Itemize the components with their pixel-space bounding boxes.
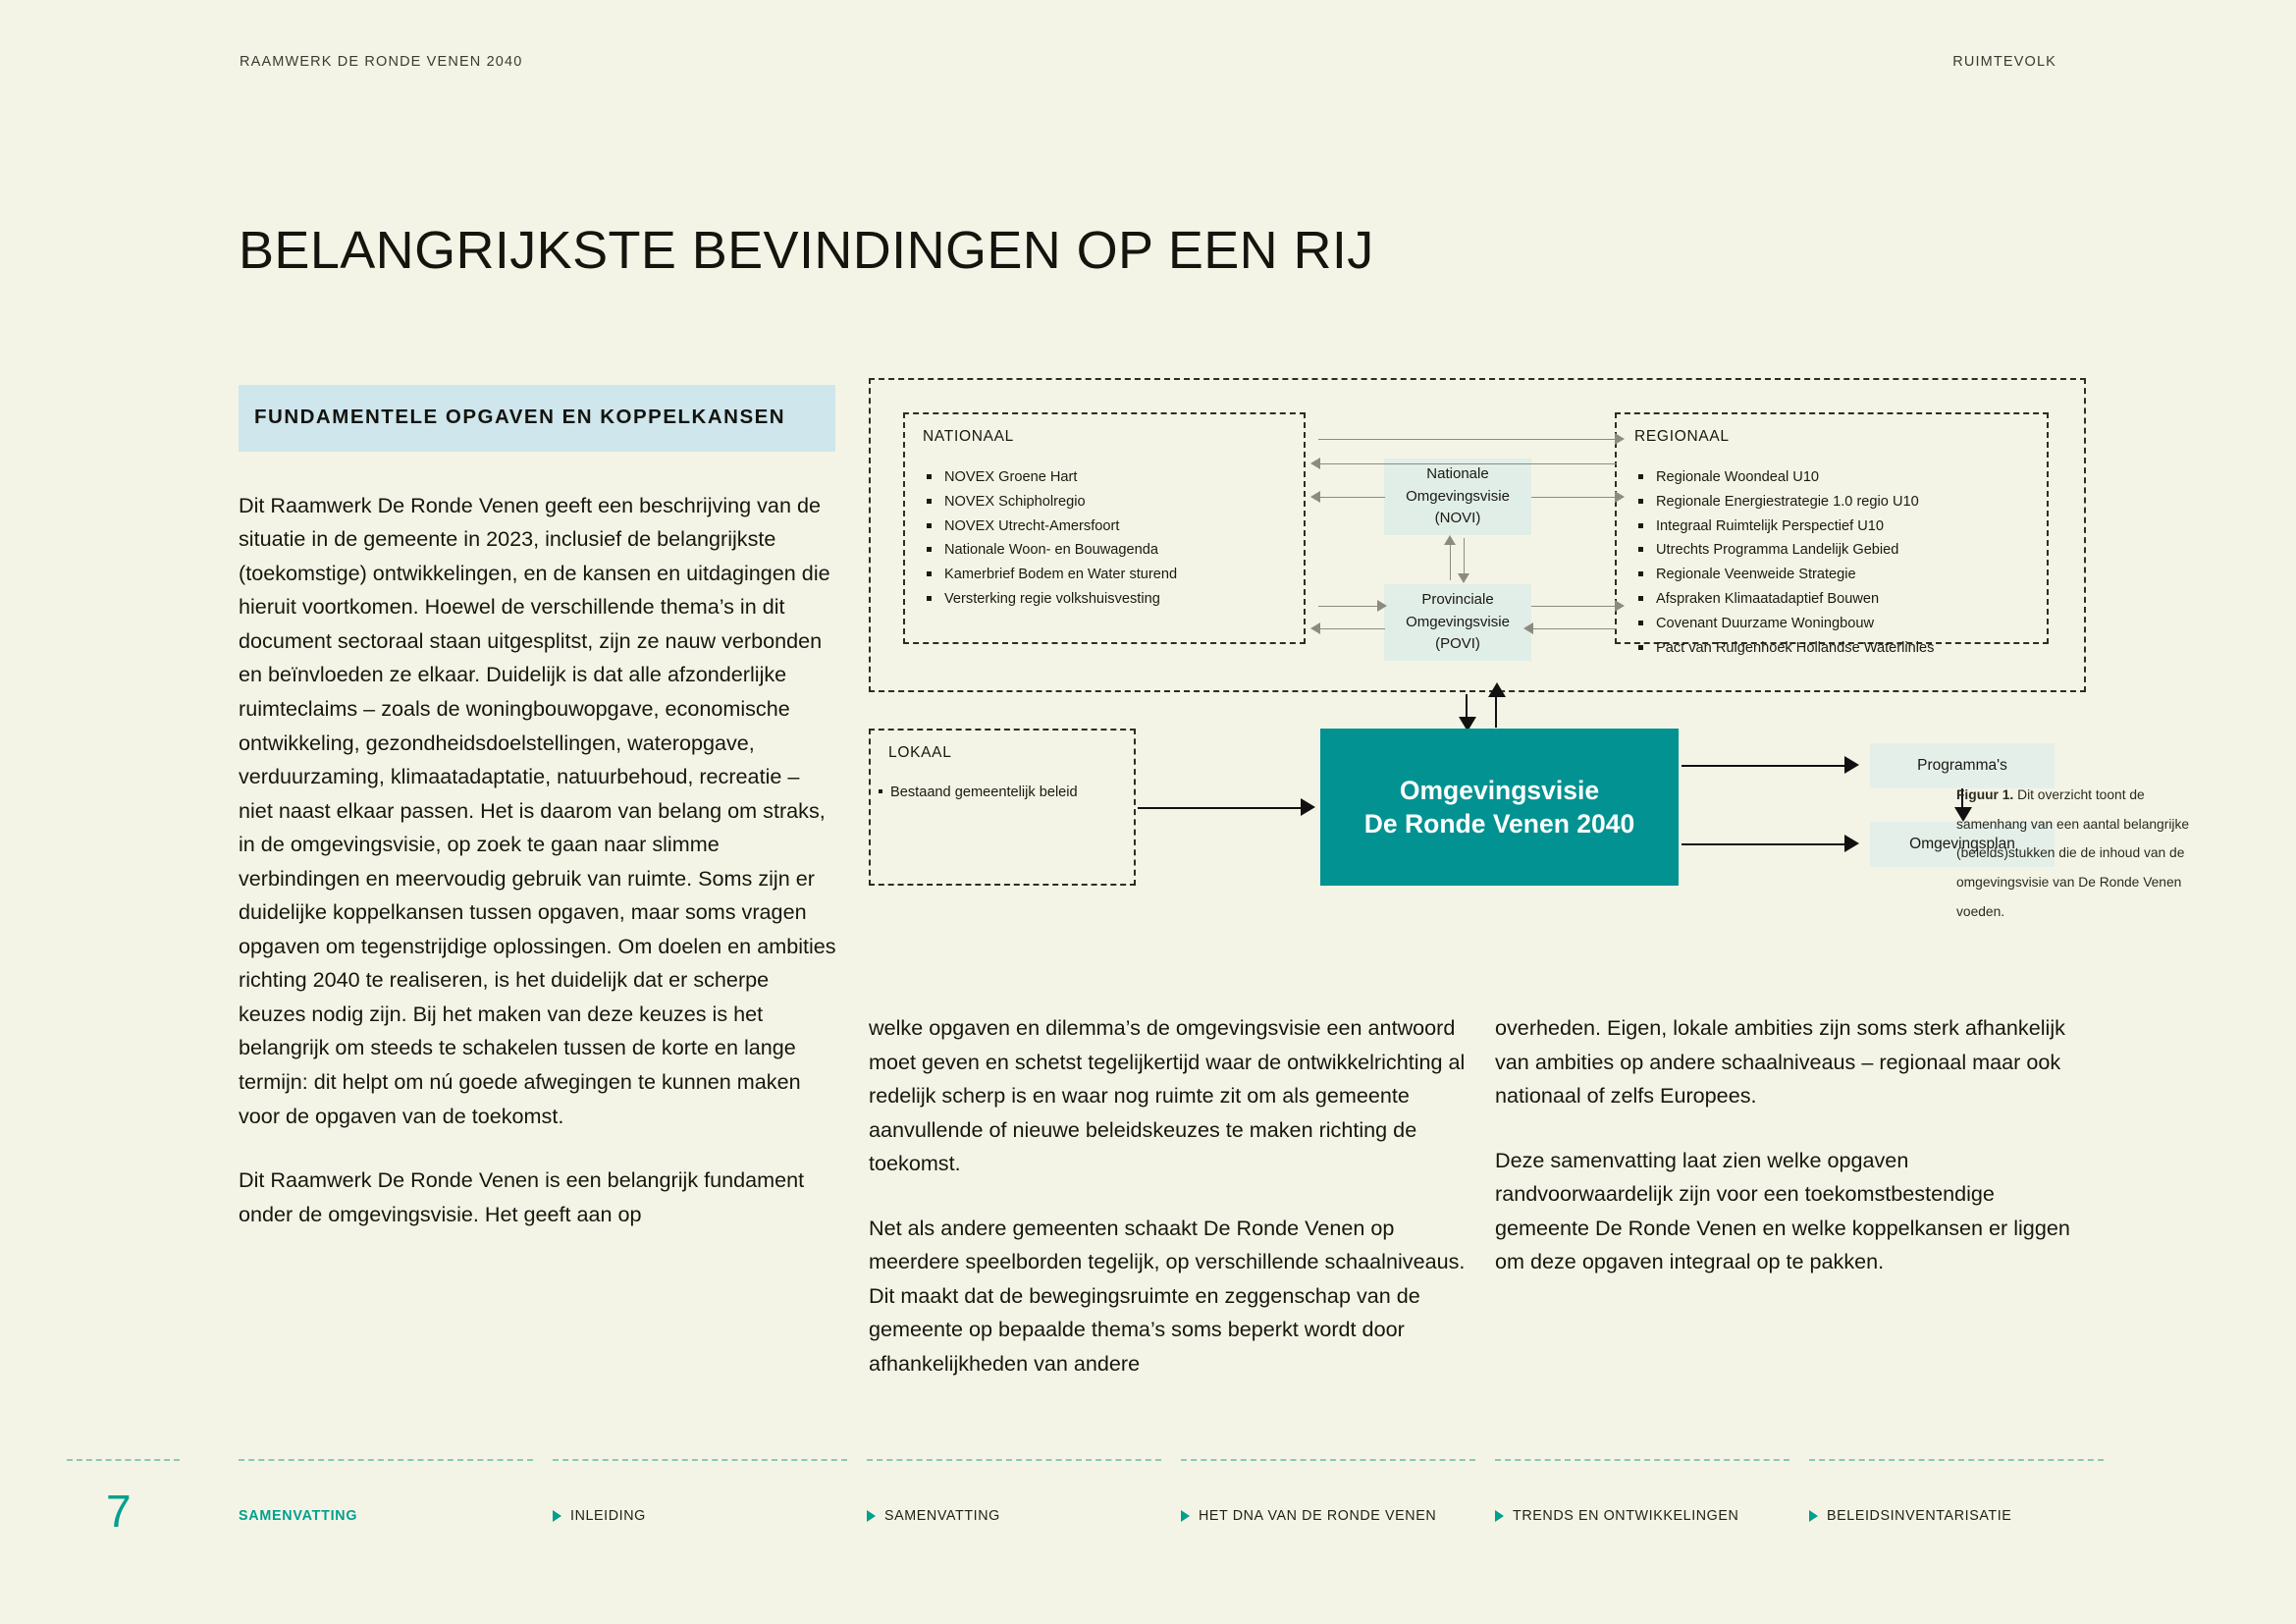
figure-caption	[1956, 781, 2192, 926]
page-number: 7	[106, 1486, 132, 1537]
divider	[1809, 1459, 2104, 1461]
footer-label	[239, 1508, 533, 1524]
list-item: NOVEX Groene Hart	[944, 465, 1304, 490]
connector-line	[1318, 497, 1385, 498]
list-item: Versterking regie volkshuisvesting	[944, 587, 1304, 612]
list-item: Regionale Energiestrategie 1.0 regio U10	[1656, 490, 2047, 514]
triangle-right-icon	[553, 1510, 561, 1522]
list-item: Regionale Veenweide Strategie	[1656, 563, 2047, 587]
list-item: Afspraken Klimaatadaptief Bouwen	[1656, 587, 2047, 612]
figure-diagram	[869, 378, 2058, 947]
arrow-up-icon	[1444, 535, 1456, 545]
list-item: Regionale Woondeal U10	[1656, 465, 2047, 490]
list-item: Utrechts Programma Landelijk Gebied	[1656, 538, 2047, 563]
connector-line	[1318, 439, 1617, 440]
connector-line	[1450, 543, 1451, 580]
paragraph: Dit Raamwerk De Ronde Venen is een belangrijk fundament onder de omgevingsvisie. Het geeft aan op	[239, 1167, 805, 1226]
arrow-left-icon	[1310, 458, 1320, 469]
arrow-right-icon	[1844, 835, 1859, 852]
footer-item-trends-en-ontwikkelingen[interactable]	[1495, 1459, 1789, 1524]
publisher-header: RUIMTEVOLK	[1952, 54, 2056, 70]
connector-line	[1318, 606, 1385, 607]
arrow-down-icon	[1458, 573, 1469, 583]
paragraph: Deze samenvatting laat zien welke opgaven randvoorwaardelijk zijn voor een toekomstbestendige gemeente De Ronde Venen en welke koppelkansen er liggen om deze opgaven integraal op te pakken.	[1495, 1147, 2070, 1274]
box-omgevingsvisie-de-ronde-venen	[1320, 729, 1679, 886]
footer-item-inleiding[interactable]	[553, 1459, 847, 1524]
paragraph: welke opgaven en dilemma’s de omgevingsvisie een antwoord moet geven en schetst tegelijkertijd waar de ontwikkelrichting al redelijk scherp is en waar nog ruimte zit om als gemeente aanvullende of nieuwe beleidskeuzes te maken richting de toekomst.	[869, 1015, 1466, 1176]
middle-column	[869, 1011, 1475, 1380]
footer-link-text: TRENDS EN ONTWIKKELINGEN	[1513, 1508, 1739, 1524]
teal-box-line2: De Ronde Venen 2040	[1363, 809, 1635, 839]
arrow-left-icon	[1523, 623, 1533, 634]
divider	[867, 1459, 1161, 1461]
connector-line	[1318, 463, 1617, 464]
list-regionaal	[1617, 414, 2047, 660]
arrow-right-icon	[1615, 433, 1625, 445]
triangle-right-icon	[1495, 1510, 1504, 1522]
left-column	[239, 385, 837, 1231]
connector-line	[1531, 606, 1617, 607]
list-item: Nationale Woon- en Bouwagenda	[944, 538, 1304, 563]
footer-item-beleidsinventarisatie[interactable]	[1809, 1459, 2104, 1524]
list-item: Covenant Duurzame Woningbouw	[1656, 612, 2047, 636]
figure-caption-text: Dit overzicht toont de samenhang van een aantal belangrijke (beleids)stukken die de inhoud van de omgevingsvisie van De Ronde Venen voeden.	[1956, 787, 2190, 919]
paragraph: Net als andere gemeenten schaakt De Ronde Venen op meerdere speelborden tegelijk, op verschillende schaalniveaus. Dit maakt dat de bewegingsruimte en zeggenschap van de gemeente op bepaalde thema’s soms beperkt wordt door afhankelijkheden van andere	[869, 1215, 1466, 1376]
list-item: Kamerbrief Bodem en Water sturend	[944, 563, 1304, 587]
page-header	[240, 54, 2056, 70]
triangle-right-icon	[867, 1510, 876, 1522]
list-item: Bestaand gemeentelijk beleid	[890, 782, 1134, 804]
connector-line	[1318, 628, 1385, 629]
right-column	[1495, 1011, 2084, 1279]
page-title: BELANGRIJKSTE BEVINDINGEN OP EEN RIJ	[239, 221, 1374, 281]
box-omgevingsplan: Omgevingsplan	[1870, 822, 2055, 867]
box-provinciale-omgevingsvisie: Provinciale Omgevingsvisie (POVI)	[1384, 584, 1531, 661]
footer-link-text: BELEIDSINVENTARISATIE	[1827, 1508, 2012, 1524]
footer-label	[553, 1508, 847, 1524]
divider	[239, 1459, 533, 1461]
panel-label-nationaal: NATIONAAL	[923, 428, 1015, 445]
footer-label	[1495, 1508, 1789, 1524]
connector-line	[1531, 497, 1617, 498]
arrow-up-icon	[1488, 682, 1506, 697]
divider	[1495, 1459, 1789, 1461]
footer-item-het-dna-van-de-ronde-venen[interactable]	[1181, 1459, 1475, 1524]
connector-line	[1138, 807, 1303, 809]
triangle-right-icon	[1181, 1510, 1190, 1522]
paragraph: overheden. Eigen, lokale ambities zijn soms sterk afhankelijk van ambities op andere schaalniveaus – regionaal maar ook nationaal of zelfs Europees.	[1495, 1015, 2065, 1109]
document-title-header: RAAMWERK DE RONDE VENEN 2040	[240, 54, 523, 70]
connector-line	[1531, 628, 1617, 629]
panel-label-lokaal: LOKAAL	[888, 744, 952, 761]
arrow-right-icon	[1301, 798, 1315, 816]
arrow-left-icon	[1310, 491, 1320, 503]
panel-lokaal	[869, 729, 1136, 886]
panel-label-regionaal: REGIONAAL	[1634, 428, 1730, 445]
footer-label	[867, 1508, 1161, 1524]
arrow-left-icon	[1310, 623, 1320, 634]
footer-link-text: INLEIDING	[570, 1508, 646, 1524]
divider	[67, 1459, 180, 1461]
arrow-right-icon	[1615, 600, 1625, 612]
paragraph: Dit Raamwerk De Ronde Venen geeft een beschrijving van de situatie in de gemeente in 2023, inclusief de belangrijkste (toekomstige) ontwikkelingen, en de kansen en uitdagingen die hieruit voortkomen. Hoewel de verschillende thema’s in dit document sectoraal staan uitgesplitst, zijn ze nauw verbonden en beïnvloeden ze elkaar. Duidelijk is dat alle afzonderlijke ruimteclaims – zoals de woningbouwopgave, economische ontwikkeling, gezondheidsdoelstellingen, wateropgave, verduurzaming, klimaatadaptatie, natuurbehoud, recreatie – niet naast elkaar passen. Het is daarom van belang om straks, in de omgevingsvisie, op zoek te gaan naar slimme verbindingen en meervoudig gebruik van ruimte. Soms zijn er duidelijke koppelkansen tussen opgaven, maar soms vragen opgaven om tegenstrijdige oplossingen. Om doelen en ambities richting 2040 te realiseren, is het duidelijk dat er scherpe keuzes nodig zijn. Bij het maken van deze keuzes is het belangrijk om steeds te schakelen tussen de korte en lange termijn: dit helpt om nú goede afwegingen te kunnen maken voor de opgaven van de toekomst.	[239, 492, 836, 1128]
footer-link-text: SAMENVATTING	[884, 1508, 1000, 1524]
connector-line	[1464, 538, 1465, 575]
divider	[553, 1459, 847, 1461]
footer-item-samenvatting-active[interactable]	[239, 1459, 533, 1524]
footer-label	[1181, 1508, 1475, 1524]
triangle-right-icon	[1809, 1510, 1818, 1522]
box-nationale-omgevingsvisie: Nationale Omgevingsvisie (NOVI)	[1384, 459, 1531, 535]
teal-box-line1: Omgevingsvisie	[1399, 775, 1600, 805]
arrow-right-icon	[1377, 600, 1387, 612]
footer-label	[1809, 1508, 2104, 1524]
list-item: NOVEX Utrecht-Amersfoort	[944, 514, 1304, 539]
list-item: Integraal Ruimtelijk Perspectief U10	[1656, 514, 2047, 539]
footer-link-text: SAMENVATTING	[239, 1508, 358, 1524]
footer-nav	[0, 1459, 2296, 1587]
arrow-right-icon	[1615, 491, 1625, 503]
panel-regionaal	[1615, 412, 2049, 656]
arrow-right-icon	[1844, 756, 1859, 774]
figure-caption-label: Figuur 1.	[1956, 787, 2014, 802]
list-item: Pact van Ruigenhoek Hollandse Waterlinies	[1656, 636, 2047, 661]
connector-line	[1682, 765, 1846, 767]
box-programmas: Programma's	[1870, 743, 2055, 788]
section-banner: FUNDAMENTELE OPGAVEN EN KOPPELKANSEN	[239, 385, 835, 452]
footer-link-text: HET DNA VAN DE RONDE VENEN	[1199, 1508, 1437, 1524]
list-item: NOVEX Schipholregio	[944, 490, 1304, 514]
divider	[1181, 1459, 1475, 1461]
connector-line	[1682, 843, 1846, 845]
panel-nationaal	[903, 412, 1306, 644]
list-lokaal	[871, 731, 1134, 804]
footer-rule-page	[67, 1459, 180, 1461]
footer-item-samenvatting[interactable]	[867, 1459, 1161, 1524]
